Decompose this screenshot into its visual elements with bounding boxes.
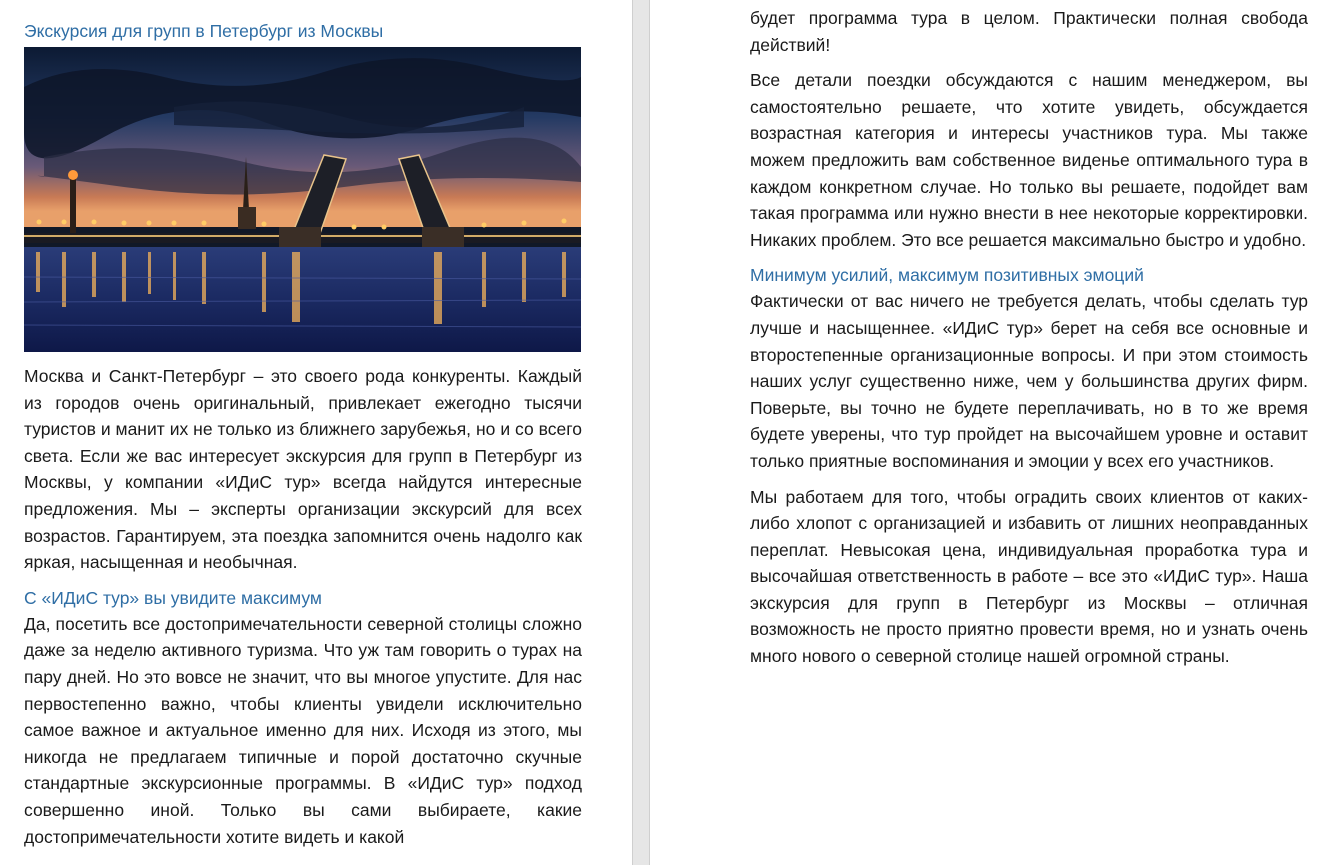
section-paragraph-minimum-effort: Фактически от вас ничего не требуется делать, чтобы сделать тур лучше и насыщеннее. «ИДиС тур» берет на себя все основные и второстепенные организационные вопросы. И при этом стоимость наших услуг существенно ниже, чем у большинства других фирм. Поверьте, вы точно не будете переплачивать, но в то же время будете уверены, что тур пройдет на высочайшем уровне и оставит только приятные воспоминания и эмоции у всех его участников. [750,291,1308,471]
page-separator [632,0,650,865]
closing-paragraph: Мы работаем для того, чтобы оградить своих клиентов от каких-либо хлопот с организацией и избавить от лишних неоправданных переплат. Невысокая цена, индивидуальная проработка тура и высочайшая ответственность в работе – все это «ИДиС тур». Наша экскурсия для групп в Петербург из Москвы – отличная возможность не просто приятно провести время, но и узнать очень много нового о северной столице нашей огромной страны. [750,486,1308,667]
document-page-left [0,0,632,865]
continuation-paragraph: будет программа тура в целом. Практически полная свобода действий! [750,8,1308,55]
section-heading-minimum-effort: Минимум усилий, максимум позитивных эмоций [750,265,1144,286]
section-paragraph-maximum: Да, посетить все достопримечательности северной столицы сложно даже за неделю активного туризма. Что уж там говорить о турах на пару дней. Но это вовсе не значит, что вы многое упустите. Для нас первостепенно важно, чтобы клиенты увидели исключительно самое важное и актуальное именно для них. Исходя из этого, мы никогда не предлагаем типичные и порой достаточно скучные стандартные экскурсионные программы. В «ИДиС тур» подход совершенно иной. Только вы сами выбираете, какие достопримечательности хотите видеть и какой [24,613,582,847]
document-page-right [650,0,1330,865]
details-paragraph: Все детали поездки обсуждаются с нашим менеджером, вы самостоятельно решаете, что хотите увидеть, обсуждается возрастная категория и интересы участников тура. Мы также можем предложить вам собственное виденье оптимального тура в каждом конкретном случае. Но только вы решаете, подойдет вам такая программа или нужно внести в нее некоторые корректировки. Никаких проблем. Это все решается максимально быстро и удобно. [750,70,1308,250]
intro-paragraph: Москва и Санкт-Петербург – это своего рода конкуренты. Каждый из городов очень оригинальный, привлекает ежегодно тысячи туристов и манит их не только из ближнего зарубежья, но и со всего света. Если же вас интересует экскурсия для групп в Петербург из Москвы, у компании «ИДиС тур» всегда найдутся интересные предложения. Мы – эксперты организации экскурсий для всех возрастов. Гарантируем, эта поездка запомнится очень надолго как яркая, насыщенная и необычная. [24,366,582,573]
left-column [24,18,582,850]
section-heading-maximum: С «ИДиС тур» вы увидите максимум [24,587,322,608]
right-column [750,0,1308,670]
article-title: Экскурсия для групп в Петербург из Москвы [24,21,384,41]
bridge-night-photo [24,47,581,352]
